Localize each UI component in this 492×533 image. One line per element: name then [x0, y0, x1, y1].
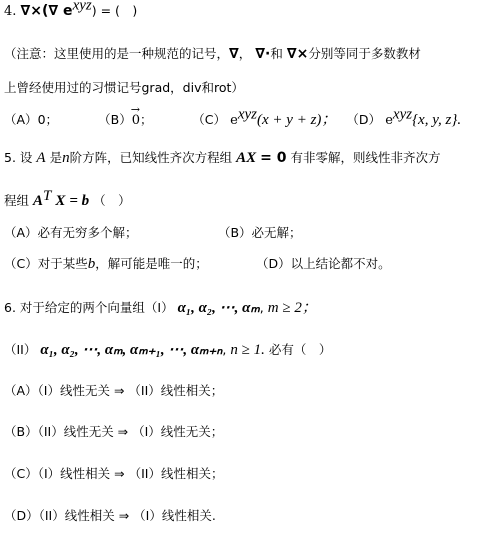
q5-stem-line1 [4, 149, 440, 167]
q6-label-ii: （II） [4, 342, 37, 357]
q5-text-1: 设 [19, 150, 33, 165]
q5-n: n [62, 150, 70, 166]
q5-transpose: T [43, 187, 52, 204]
q4-option-b-label: （B） [98, 112, 132, 127]
q6-option-d: （D）（II）线性相关 ⇒ （I）线性相关. [4, 508, 216, 523]
q5-number: 5. [4, 150, 16, 165]
q4-note-and: 和 [270, 46, 283, 61]
q5-text-4: 有非零解，则线性非齐次方 [290, 150, 441, 165]
q4-note-line1 [4, 45, 421, 63]
q6-option-a: （A）（I）线性无关 ⇒ （II）线性相关； [4, 383, 224, 398]
q4-option-b-zero-vector: → 0 [132, 112, 140, 130]
q5-ax: AX [236, 150, 257, 166]
q4-option-b-semi: ； [140, 112, 153, 127]
q5-eq-zero: = 0 [260, 150, 287, 166]
q4-option-d-exp: xyz [392, 106, 413, 123]
q4-option-c-rest: (x + y + z)； [257, 112, 337, 128]
q5-text-2: 是 [49, 150, 63, 165]
q4-option-b [98, 111, 188, 130]
q4-note-text-b: 分别等同于多数教材 [308, 46, 421, 61]
q6-option-b: （B）（II）线性无关 ⇒ （I）线性无关； [4, 424, 224, 439]
q6-condition-2: n ≥ 1. [230, 342, 265, 358]
q6-text-1: 对于给定的两个向量组（I） [19, 300, 174, 315]
q4-option-d-rest: {x, y, z}. [412, 112, 462, 128]
q5-option-c-text-b: ，解可能是唯一的； [95, 256, 208, 271]
q4-note-line2: 上曾经使用过的习惯记号grad，div和rot） [4, 80, 244, 95]
q4-note-nabla-dot: ∇· [255, 46, 271, 62]
q5-option-c-b: b [87, 256, 96, 272]
q4-option-d [346, 106, 462, 130]
q4-option-c-label: （C） [192, 112, 227, 127]
q5-option-d: （D）以上结论都不对。 [255, 256, 391, 271]
q4-option-a-text: 0； [37, 112, 59, 127]
q4-stem [4, 2, 137, 21]
q6-stem-line2: （II） α₁, α₂, ⋯, αₘ, αₘ₊₁, ⋯, αₘ₊ₙ, n ≥ 1. 必有（ ） [4, 342, 332, 358]
q5-stem-line2 [4, 187, 131, 210]
q4-option-a-label: （A） [4, 112, 38, 127]
q4-note-nabla: ∇ [229, 46, 239, 62]
q4-option-a [4, 111, 94, 129]
q4-note-nabla-cross: ∇× [286, 46, 309, 62]
q5-text-5: 程组 [4, 193, 30, 208]
q6-stem-line1: 6. 对于给定的两个向量组（I） α₁, α₂, ⋯, αₘ, m ≥ 2； [4, 300, 317, 316]
q4-option-c-exp: xyz [237, 106, 258, 123]
q4-option-d-label: （D） [346, 112, 382, 127]
q4-options [4, 106, 462, 130]
q4-option-c-e: e [230, 113, 238, 128]
q6-vector-set-1: α₁, α₂, ⋯, αₘ [177, 300, 260, 316]
q6-option-c: （C）（I）线性相关 ⇒ （II）线性相关； [4, 466, 224, 481]
q5-options-row1 [4, 224, 302, 242]
q6-vector-set-2: α₁, α₂, ⋯, αₘ, αₘ₊₁, ⋯, αₘ₊ₙ [40, 342, 223, 358]
q5-text-3: 阶方阵，已知线性齐次方程组 [69, 150, 233, 165]
q4-expr-prefix: ∇×(∇ e [20, 3, 73, 19]
q5-answer-paren: （ ） [93, 193, 131, 208]
q5-option-b: （B）必无解； [217, 225, 302, 240]
q5-matrix-at: A [33, 193, 44, 209]
q4-note-sep: ， [238, 46, 252, 61]
q5-options-row2 [4, 255, 391, 273]
q6-tail: 必有（ ） [268, 342, 332, 357]
q6-number: 6. [4, 300, 16, 315]
q5-option-c [4, 255, 252, 273]
q4-option-c [192, 106, 342, 130]
q5-option-a: （A）必有无穷多个解； [4, 225, 138, 240]
q5-matrix-a: A [36, 150, 46, 166]
q5-eq-b: = b [69, 193, 90, 209]
q4-exp: xyz [72, 0, 92, 14]
q6-condition-1: m ≥ 2； [267, 300, 317, 316]
q4-note-text-a: （注意：这里使用的是一种规范的记号， [4, 46, 230, 61]
q4-option-d-e: e [385, 113, 393, 128]
q4-expr-suffix: ) = ( ) [91, 3, 138, 18]
q5-x: X [55, 193, 66, 209]
q5-option-c-text-a: （C）对于某些 [4, 256, 88, 271]
q4-number: 4. [4, 4, 17, 19]
